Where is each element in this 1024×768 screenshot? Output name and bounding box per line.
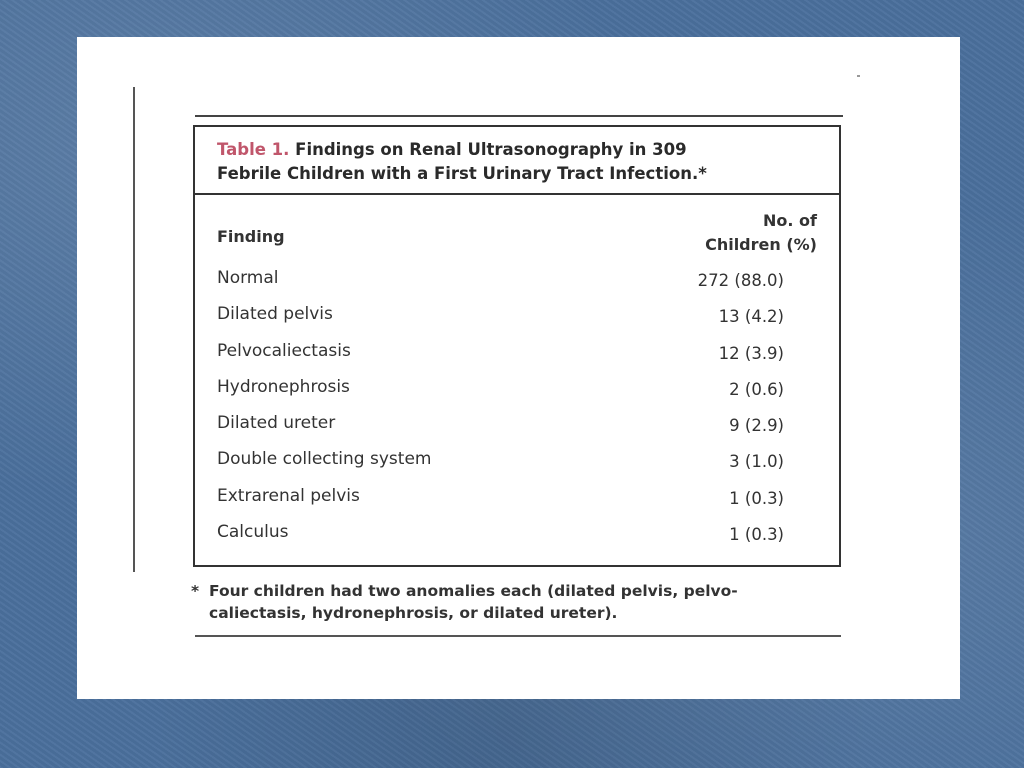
row-finding: Dilated pelvis [217,304,333,325]
left-vertical-rule [133,87,135,572]
table-row [217,445,819,481]
row-count: 1 (0.3) [729,525,784,545]
row-finding: Hydronephrosis [217,376,350,397]
table-title-line-2: Febrile Children with a First Urinary Tract Infection.* [217,164,707,183]
table-row [217,264,819,300]
table-caption [217,138,817,186]
row-finding: Double collecting system [217,449,432,470]
scan-speck [857,75,860,77]
footnote-line-2: caliectasis, hydronephrosis, or dilated ureter). [209,604,618,622]
table-row [217,482,819,518]
table-row [217,518,819,554]
row-finding: Normal [217,268,279,288]
row-finding: Dilated ureter [217,413,336,434]
column-header-count [657,209,817,257]
row-count: 1 (0.3) [729,488,784,508]
table-footnote [191,580,831,624]
table-row [217,373,819,409]
slide-panel [77,37,960,699]
row-finding: Pelvocaliectasis [217,340,351,361]
column-header-count-line-2: Children (%) [705,235,817,254]
column-header-finding: Finding [217,227,285,246]
row-count: 13 (4.2) [718,307,784,327]
table-title-line-1: Findings on Renal Ultrasonography in 309 [295,140,687,159]
row-count: 2 (0.6) [729,379,784,399]
table-row [217,409,819,445]
footnote-line-1: Four children had two anomalies each (dilated pelvis, pelvo- [209,582,738,600]
row-finding: Extrarenal pelvis [217,485,360,506]
row-count: 12 (3.9) [718,343,784,363]
row-finding: Calculus [217,522,289,543]
row-count: 272 (88.0) [697,271,784,290]
top-horizontal-rule [195,115,843,117]
table-body [217,264,819,554]
row-count: 9 (2.9) [729,416,784,436]
table-row [217,337,819,373]
caption-divider [195,193,839,195]
bottom-horizontal-rule [195,635,841,637]
column-header-count-line-1: No. of [763,211,817,230]
row-count: 3 (1.0) [729,452,784,472]
footnote-marker: * [191,582,200,600]
table-label: Table 1. [217,140,290,159]
findings-table [193,125,841,567]
table-row [217,300,819,336]
